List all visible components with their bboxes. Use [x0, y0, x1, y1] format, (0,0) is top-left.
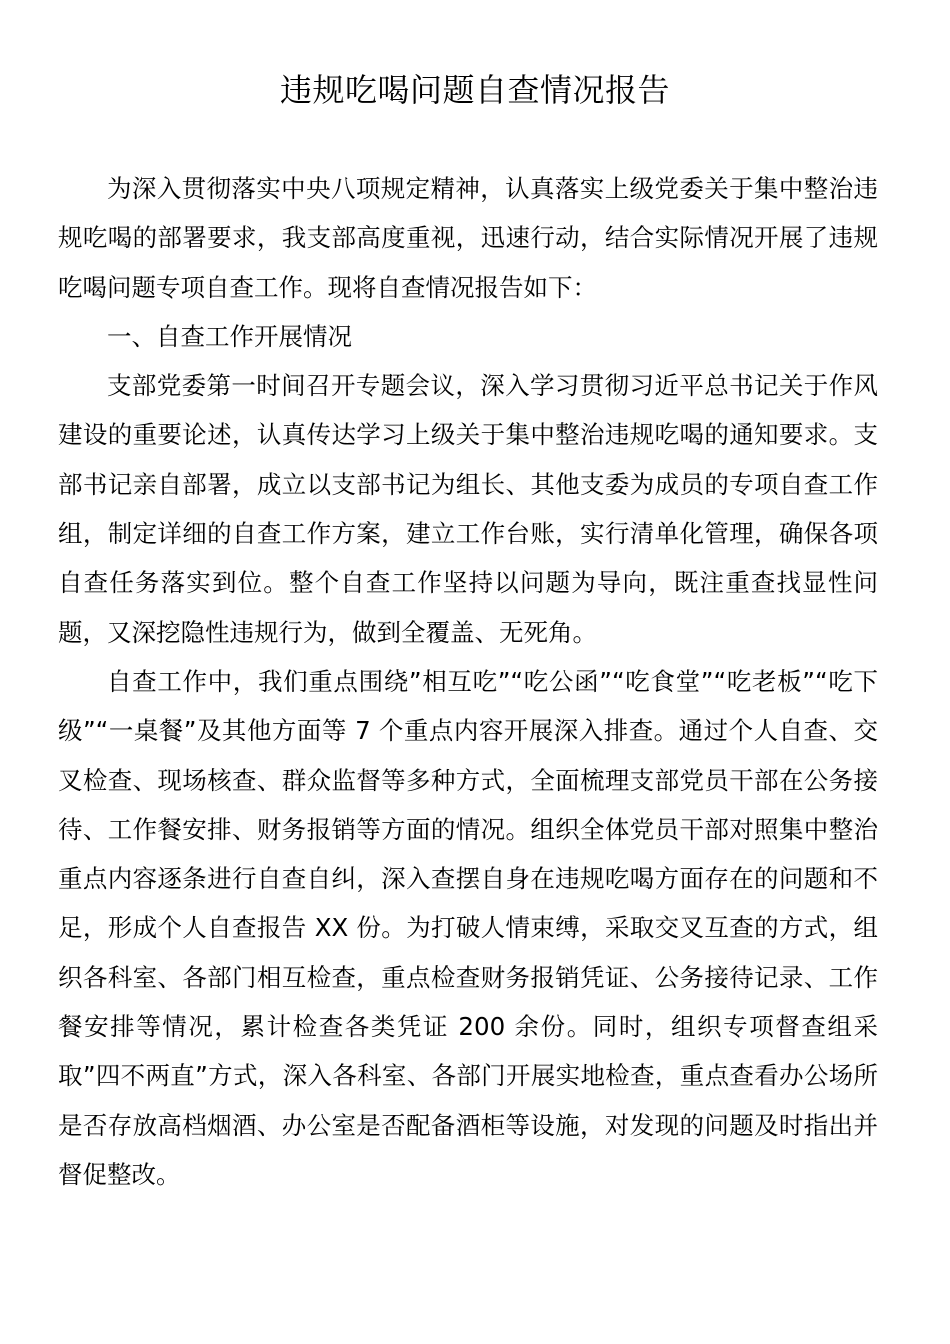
body-paragraph: 自查工作中，我们重点围绕”相互吃”“吃公函”“吃食堂”“吃老板”“吃下级”“一桌餐”及其他方面等 7 个重点内容开展深入排查。通过个人自查、交叉检查、现场核查、群众监督等多种方式，全面梳理支部党员干部在公务接待、工作餐安排、财务报销等方面的情况。组织全体党员干部对照集中整治重点内容逐条进行自查自纠，深入查摆自身在违规吃喝方面存在的问题和不足，形成个人自查报告 XX 份。为打破人情束缚，采取交叉互查的方式，组织各科室、各部门相互检查，重点检查财务报销凭证、公务接待记录、工作餐安排等情况，累计检查各类凭证 200 余份。同时，组织专项督查组采取”四不两直”方式，深入各科室、各部门开展实地检查，重点查看办公场所是否存放高档烟酒、办公室是否配备酒柜等设施，对发现的问题及时指出并督促整改。 [58, 666, 878, 1189]
document-body [58, 164, 878, 1199]
section-heading: 一、自查工作开展情况 [107, 321, 352, 351]
intro-paragraph: 为深入贯彻落实中央八项规定精神，认真落实上级党委关于集中整治违规吃喝的部署要求，我支部高度重视，迅速行动，结合实际情况开展了违规吃喝问题专项自查工作。现将自查情况报告如下： [58, 174, 878, 302]
document-title: 违规吃喝问题自查情况报告 [279, 71, 670, 109]
body-paragraph: 支部党委第一时间召开专题会议，深入学习贯彻习近平总书记关于作风建设的重要论述，认真传达学习上级关于集中整治违规吃喝的通知要求。支部书记亲自部署，成立以支部书记为组长、其他支委为成员的专项自查工作组，制定详细的自查工作方案，建立工作台账，实行清单化管理，确保各项自查任务落实到位。整个自查工作坚持以问题为导向，既注重查找显性问题，又深挖隐性违规行为，做到全覆盖、无死角。 [58, 371, 878, 647]
